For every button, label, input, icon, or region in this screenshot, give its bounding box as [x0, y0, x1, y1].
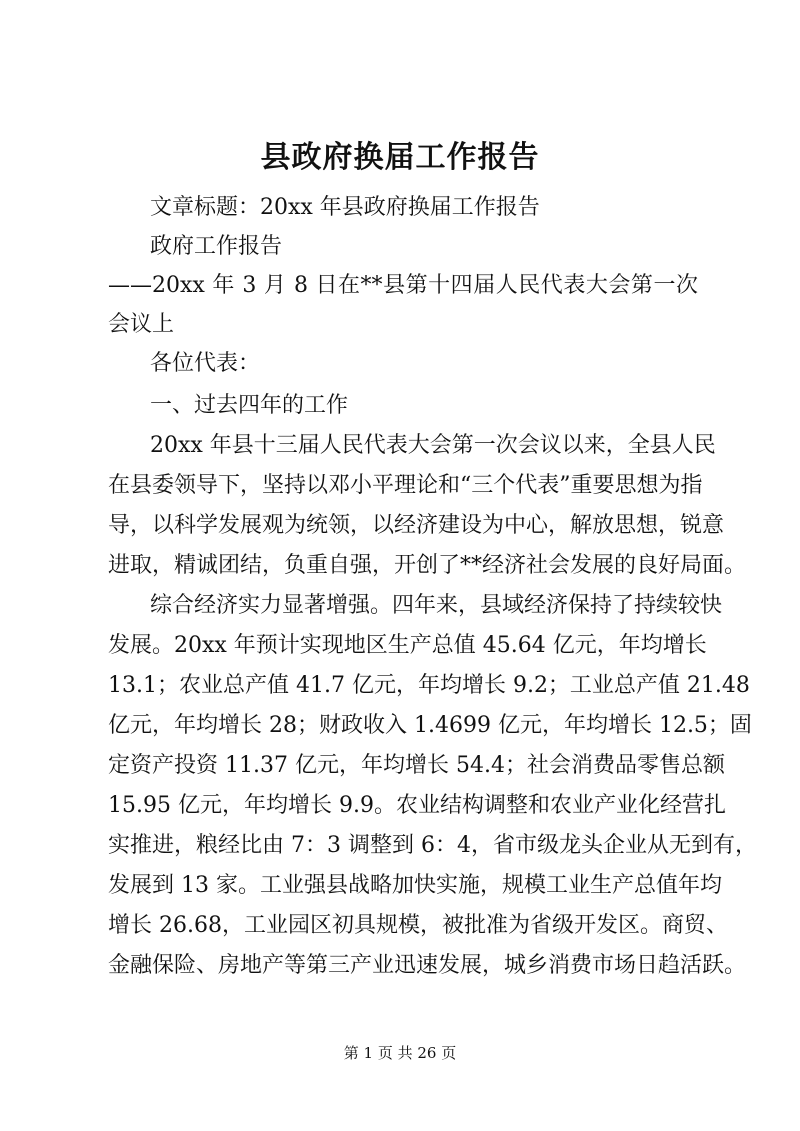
paragraph-2-line-10: 金融保险、房地产等第三产业迅速发展，城乡消费市场日趋活跃。 — [108, 953, 747, 978]
paragraph-1-line-4: 进取，精诚团结，负重自强，开创了**经济社会发展的良好局面。 — [108, 553, 747, 578]
paragraph-2-line-5: 定资产投资 11.37 亿元，年均增长 54.4；社会消费品零售总额 — [108, 753, 725, 778]
paragraph-2-line-7: 实推进，粮经比由 7：3 调整到 6：4，省市级龙头企业从无到有， — [108, 833, 757, 858]
paragraph-2-line-6: 15.95 亿元，年均增长 9.9。农业结构调整和农业产业化经营扎 — [108, 793, 726, 818]
paragraph-2-line-4: 亿元，年均增长 28；财政收入 1.4699 亿元，年均增长 12.5；固 — [108, 713, 752, 738]
paragraph-1-line-2: 在县委领导下，坚持以邓小平理论和“三个代表”重要思想为指 — [108, 473, 703, 498]
document-title: 县政府换届工作报告 — [260, 140, 540, 175]
paragraph-1-line-3: 导，以科学发展观为统领，以经济建设为中心，解放思想，锐意 — [108, 513, 725, 538]
salutation: 各位代表： — [150, 351, 261, 376]
section-heading: 一、过去四年的工作 — [150, 393, 349, 418]
page-footer: 第 1 页 共 26 页 — [343, 1044, 457, 1062]
report-heading: 政府工作报告 — [150, 234, 283, 259]
article-title-line: 文章标题：20xx 年县政府换届工作报告 — [150, 195, 540, 220]
paragraph-2-line-2: 发展。20xx 年预计实现地区生产总值 45.64 亿元，年均增长 — [108, 633, 707, 658]
paragraph-2-line-9: 增长 26.68，工业园区初具规模，被批准为省级开发区。商贸、 — [108, 913, 728, 938]
paragraph-2-line-1: 综合经济实力显著增强。四年来，县域经济保持了持续较快 — [150, 593, 723, 618]
paragraph-2-line-3: 13.1；农业总产值 41.7 亿元，年均增长 9.2；工业总产值 21.48 — [108, 673, 750, 698]
paragraph-2-line-8: 发展到 13 家。工业强县战略加快实施，规模工业生产总值年均 — [108, 873, 722, 898]
paragraph-1-line-1: 20xx 年县十三届人民代表大会第一次会议以来，全县人民 — [150, 433, 716, 458]
subtitle-line-2: 会议上 — [108, 312, 175, 337]
subtitle-line-1: ——20xx 年 3 月 8 日在**县第十四届人民代表大会第一次 — [108, 273, 698, 298]
